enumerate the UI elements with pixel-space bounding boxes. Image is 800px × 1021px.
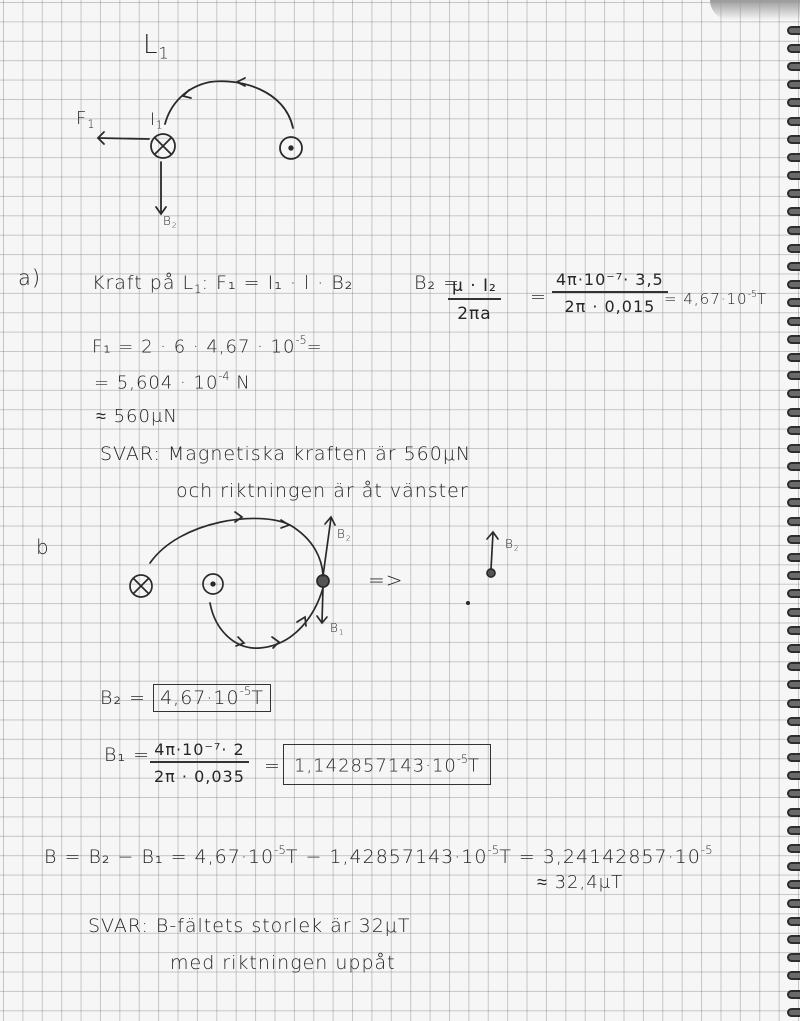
answer-b-line-2: med riktningen uppåt xyxy=(170,952,396,974)
label-b1: $B_1$ xyxy=(330,621,344,637)
field-label-b2: $B_2$ xyxy=(163,214,177,230)
answer-b-line-1: SVAR: B-fältets storlek är 32μT xyxy=(88,915,411,937)
b1-fraction: 4π·10⁻⁷· 2 2π · 0,035 xyxy=(150,740,249,786)
b-approx-line: ≈ 32,4μT xyxy=(537,872,624,893)
answer-a-line-2: och riktningen är åt vänster xyxy=(176,480,469,502)
field-line-lower xyxy=(210,588,323,648)
result-point xyxy=(487,569,495,577)
implies-arrow: => xyxy=(368,568,404,592)
force-label: $F_1$ xyxy=(76,108,95,131)
b1-lhs: B₁ = xyxy=(104,744,151,766)
calc-line-3: ≈ 560μN xyxy=(96,406,178,427)
calc-line-1: $F_1 = 2 \cdot 6 \cdot 4,67 \cdot 10^{-5}=$ xyxy=(92,334,323,358)
b2-formula-eq: = xyxy=(530,286,547,308)
b-total-line: $B = B_2 - B_1 = 4,67\cdot 10^{-5}T - 1,42857143\cdot 10^{-5}T = 3,24142857\cdot 10^{-5}$ xyxy=(44,843,713,868)
part-a-marker: a) xyxy=(18,266,42,290)
part-b-marker: b xyxy=(36,535,50,559)
b2-formula-result: = $4,67\cdot 10^{-5}T$ xyxy=(664,289,768,308)
b2-boxed-value: $4,67\cdot 10^{-5}T$ xyxy=(153,684,271,712)
result-arrow-b2 xyxy=(491,533,493,569)
current-label: $I_1$ xyxy=(150,110,163,132)
force-formula-line: Kraft på $L_1$: F₁ = I₁ · l · B₂ xyxy=(92,272,354,297)
field-line-upper xyxy=(150,518,323,575)
result-label-b2: $B_2$ xyxy=(505,537,519,553)
b2-formula-fraction-symbolic: μ · I₂ 2πa xyxy=(448,276,501,324)
wire-label: $L_1$ xyxy=(143,30,169,63)
b1-boxed-result: $1,142857143\cdot 10^{-5}T$ xyxy=(283,744,491,785)
b1-eq: = xyxy=(264,755,281,777)
b2-formula-lhs: B₂ = xyxy=(414,272,461,294)
b2-formula-fraction-numeric: 4π·10⁻⁷· 3,5 2π · 0,015 xyxy=(552,270,668,316)
answer-a-line-1: SVAR: Magnetiska kraften är 560μN xyxy=(100,443,472,465)
field-arrow-b2 xyxy=(323,518,331,576)
label-b2: $B_2$ xyxy=(337,527,351,543)
calc-line-2: = $5,604 \cdot 10^{-4}$ N xyxy=(94,370,251,394)
b2-line: $B_2 = 4,67\cdot 10^{-5}T$ xyxy=(100,684,271,709)
field-arrow-b1 xyxy=(322,588,323,622)
